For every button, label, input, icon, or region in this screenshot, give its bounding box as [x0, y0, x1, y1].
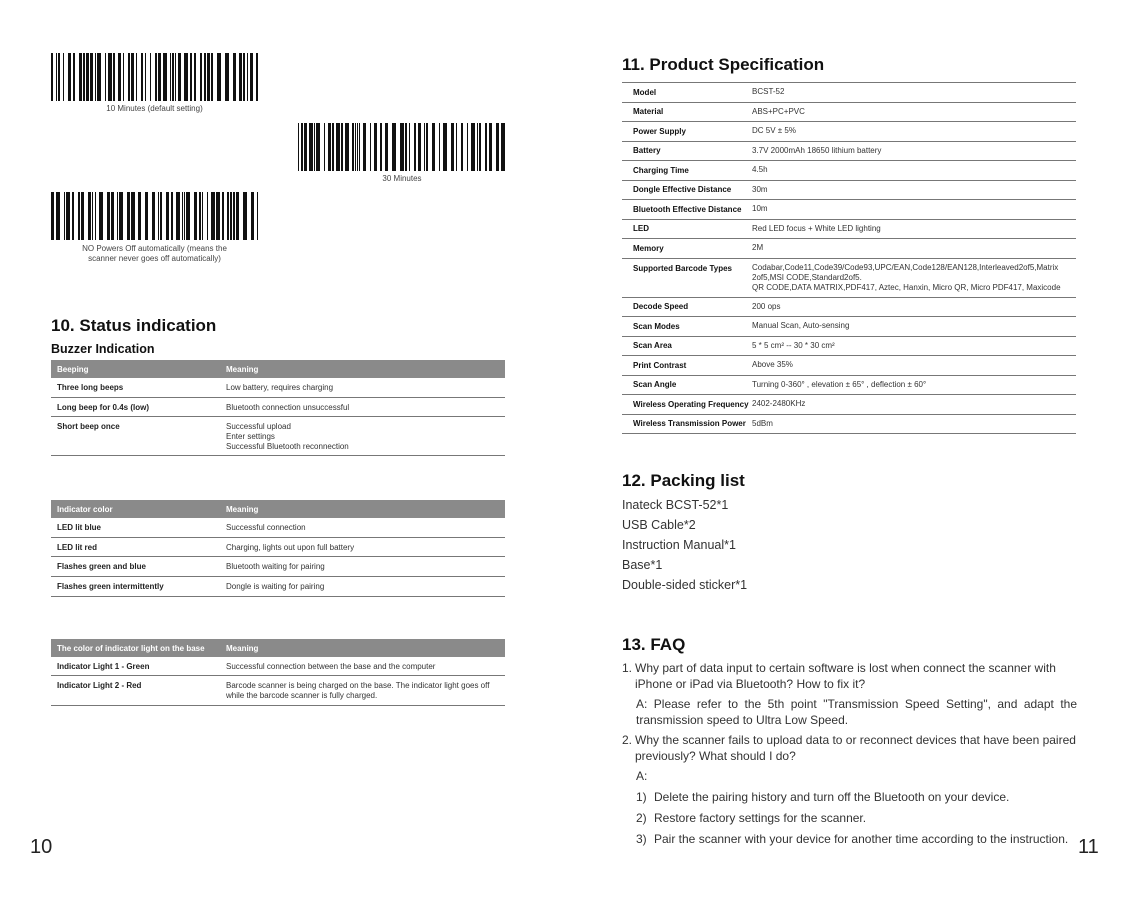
faq-question-text: Why part of data input to certain software is lost when connect the scanner with iPhone or iPad via Bluetooth? How to fix it? — [635, 661, 1056, 691]
barcode-bar — [304, 123, 307, 171]
faq-step-number: 1) — [636, 790, 647, 804]
barcode-bar — [363, 123, 366, 171]
barcode-bar — [86, 53, 89, 101]
spec-value: 2M — [752, 243, 764, 253]
table-cell-key: Indicator Light 1 - Green — [57, 662, 150, 671]
spec-value: 3.7V 2000mAh 18650 lithium battery — [752, 145, 882, 155]
list-item: Instruction Manual*1 — [622, 538, 736, 552]
faq-question-number: 1. — [622, 661, 633, 675]
barcode-bar — [461, 123, 463, 171]
barcode-bar — [118, 53, 121, 101]
spec-key: LED — [633, 224, 649, 234]
spec-value: 2402-2480KHz — [752, 399, 806, 409]
table-cell-value — [220, 657, 505, 672]
table-cell-key: LED lit red — [57, 543, 98, 552]
barcode-bar — [175, 53, 176, 101]
barcode-bar — [131, 53, 134, 101]
barcode-bar — [370, 123, 371, 171]
barcode-bar — [81, 192, 84, 240]
barcode-bar — [186, 192, 190, 240]
spec-value: 200 ops — [752, 301, 781, 311]
indicator-header-color: Indicator color — [57, 504, 113, 514]
faq-question-text: Why the scanner fails to upload data to or reconnect devices that have been paired previously? What should I do? — [635, 733, 1076, 763]
faq-step — [622, 789, 1077, 805]
barcode-bar — [178, 53, 181, 101]
barcode-bar — [131, 192, 135, 240]
barcode-bar — [204, 53, 206, 101]
barcode-bar — [243, 192, 247, 240]
faq-question-1 — [622, 660, 1077, 692]
table-cell-value — [220, 676, 505, 701]
barcode-30-minutes — [298, 123, 506, 171]
barcode-bar — [418, 123, 421, 171]
table-row — [622, 239, 1076, 259]
barcode-bar — [190, 53, 192, 101]
spec-value-line: QR CODE,DATA MATRIX,PDF417, Aztec, Hanxin, Micro QR, Micro PDF417, Maxicode — [752, 282, 1061, 292]
barcode-bar — [216, 192, 220, 240]
barcode-bar — [496, 123, 499, 171]
barcode-bar — [432, 123, 435, 171]
barcode-bar — [119, 192, 123, 240]
barcode-bar — [72, 192, 74, 240]
faq-answer-1: A: Please refer to the 5th point "Transmission Speed Setting", and adapt the transmission speed to Ultra Low Speed. — [636, 697, 1077, 727]
spec-value: DC 5V ± 5% — [752, 126, 796, 136]
spec-value: 5 * 5 cm² -- 30 * 30 cm² — [752, 340, 835, 350]
faq-title: 13. FAQ — [622, 635, 686, 654]
table-row — [51, 378, 505, 398]
barcode-bar — [145, 53, 146, 101]
barcode-bar — [357, 123, 358, 171]
barcode-bar — [225, 53, 229, 101]
table-row — [51, 538, 505, 557]
barcode-bar — [345, 123, 349, 171]
list-item: USB Cable*2 — [622, 518, 696, 532]
barcode-bar — [170, 53, 171, 101]
barcode-bar — [243, 53, 245, 101]
table-cell-value — [220, 398, 505, 413]
barcode-bar — [352, 123, 354, 171]
table-cell-line: Successful upload — [226, 422, 291, 431]
barcode-bar — [58, 53, 60, 101]
barcode-bar — [56, 192, 60, 240]
table-cell-key: Long beep for 0.4s (low) — [57, 403, 150, 412]
table-cell-line: Dongle is waiting for pairing — [226, 582, 325, 591]
barcode-bar — [426, 123, 428, 171]
table-cell-line: Successful Bluetooth reconnection — [226, 442, 349, 451]
barcode-bar — [477, 123, 478, 171]
barcode-bar — [211, 53, 213, 101]
table-cell-line: Successful connection between the base and the computer — [226, 662, 436, 671]
buzzer-table — [51, 360, 505, 456]
barcode-bar — [341, 123, 343, 171]
table-cell-key: LED lit blue — [57, 523, 101, 532]
table-row — [51, 676, 505, 706]
barcode-bar — [405, 123, 407, 171]
barcode-bar — [184, 53, 188, 101]
table-cell-value — [220, 518, 505, 533]
barcode-caption-line: NO Powers Off automatically (means the — [82, 244, 227, 253]
barcode-bar — [95, 192, 96, 240]
spec-value: 5dBm — [752, 418, 773, 428]
table-cell-key: Indicator Light 2 - Red — [57, 681, 142, 690]
page-number-left: 10 — [30, 836, 53, 858]
product-specification-title: 11. Product Specification — [622, 55, 825, 74]
barcode-bar — [66, 192, 70, 240]
table-row — [622, 317, 1076, 337]
spec-value: Above 35% — [752, 360, 793, 370]
spec-key: Wireless Transmission Power — [633, 419, 746, 429]
table-cell-value — [220, 577, 505, 592]
barcode-bar — [202, 192, 203, 240]
table-cell-line: Successful connection — [226, 523, 306, 532]
spec-value: Red LED focus + White LED lighting — [752, 223, 881, 233]
spec-table — [622, 82, 1076, 434]
list-item: Base*1 — [622, 558, 663, 572]
barcode-caption-no-power-off — [51, 244, 258, 263]
buzzer-indication-title: Buzzer Indication — [51, 342, 155, 356]
barcode-bar — [359, 123, 360, 171]
barcode-bar — [123, 53, 124, 101]
barcode-bar — [256, 53, 258, 101]
spec-key: Scan Angle — [633, 380, 677, 390]
spec-value: Turning 0-360° , elevation ± 65° , deflection ± 60° — [752, 379, 927, 389]
faq-question-number: 2. — [622, 733, 633, 747]
table-row — [622, 103, 1076, 123]
table-cell-line: Bluetooth connection unsuccessful — [226, 403, 350, 412]
faq-step — [622, 831, 1077, 847]
table-row — [51, 398, 505, 417]
barcode-bar — [107, 192, 110, 240]
spec-key: Dongle Effective Distance — [633, 185, 732, 195]
barcode-caption-10-minutes: 10 Minutes (default setting) — [106, 104, 203, 113]
table-cell-line: Bluetooth waiting for pairing — [226, 562, 325, 571]
barcode-bar — [88, 192, 91, 240]
table-cell-key: Three long beeps — [57, 383, 124, 392]
barcode-bar — [51, 53, 53, 101]
indicator-header-meaning: Meaning — [226, 504, 259, 514]
barcode-bar — [247, 53, 248, 101]
barcode-bar — [385, 123, 388, 171]
barcode-bar — [145, 192, 148, 240]
spec-value: BCST-52 — [752, 87, 785, 97]
indicator-table — [51, 500, 505, 597]
table-row — [622, 122, 1076, 142]
barcode-caption-line: scanner never goes off automatically) — [88, 253, 221, 263]
barcode-bar — [332, 123, 334, 171]
barcode-bar — [56, 53, 57, 101]
base-header-color: The color of indicator light on the base — [57, 643, 205, 653]
list-item: Inateck BCST-52*1 — [622, 498, 729, 512]
spec-key: Supported Barcode Types — [633, 263, 732, 273]
table-cell-key: Short beep once — [57, 422, 120, 431]
table-cell-line: Enter settings — [226, 432, 275, 441]
indicator-table-header — [51, 500, 505, 518]
table-row — [622, 259, 1076, 298]
barcode-bar — [136, 53, 137, 101]
barcode-bar — [230, 192, 232, 240]
barcode-bar — [233, 192, 235, 240]
barcode-bar — [63, 53, 64, 101]
table-cell-value — [220, 557, 505, 572]
table-row — [622, 337, 1076, 357]
faq-step — [622, 810, 1077, 826]
barcode-bar — [400, 123, 404, 171]
barcode-bar — [485, 123, 487, 171]
barcode-bar — [314, 123, 315, 171]
barcode-bar — [479, 123, 481, 171]
barcode-bar — [128, 53, 130, 101]
spec-value: 10m — [752, 204, 768, 214]
barcode-bar — [233, 53, 236, 101]
barcode-bar — [113, 53, 115, 101]
barcode-bar — [152, 192, 155, 240]
spec-key: Power Supply — [633, 126, 686, 136]
barcode-bar — [105, 53, 106, 101]
barcode-bar — [182, 192, 183, 240]
base-header-meaning: Meaning — [226, 643, 259, 653]
barcode-bar — [211, 192, 215, 240]
barcode-bar — [155, 53, 157, 101]
barcode-bar — [199, 192, 201, 240]
barcode-no-power-off — [51, 192, 258, 240]
spec-key: Wireless Operating Frequency — [633, 399, 749, 409]
barcode-bar — [99, 192, 103, 240]
barcode-bar — [424, 123, 425, 171]
barcode-bar — [92, 192, 93, 240]
spec-key: Bluetooth Effective Distance — [633, 204, 742, 214]
barcode-bar — [158, 192, 159, 240]
base-indicator-table-header — [51, 639, 505, 657]
barcode-bar — [439, 123, 440, 171]
barcode-bar — [176, 192, 180, 240]
barcode-bar — [392, 123, 396, 171]
table-row — [51, 657, 505, 676]
barcode-bar — [68, 53, 71, 101]
barcode-bar — [51, 192, 54, 240]
barcode-bar — [108, 53, 112, 101]
spec-key: Scan Modes — [633, 321, 680, 331]
barcode-bar — [250, 53, 253, 101]
barcode-bar — [451, 123, 454, 171]
barcode-bar — [414, 123, 416, 171]
table-cell-value — [220, 378, 505, 393]
spec-value: 4.5h — [752, 165, 768, 175]
barcode-bar — [117, 192, 118, 240]
barcode-bar — [141, 53, 143, 101]
spec-value-line: Codabar,Code11,Code39/Code93,UPC/EAN,Code128/EAN128,Interleaved2of5,Matrix — [752, 262, 1059, 272]
barcode-bar — [239, 53, 242, 101]
status-indication-title: 10. Status indication — [51, 316, 217, 335]
barcode-bar — [409, 123, 410, 171]
table-row — [51, 518, 505, 538]
spec-value: ABS+PC+PVC — [752, 106, 805, 116]
faq-step-text: Restore factory settings for the scanner. — [654, 811, 867, 825]
table-cell-value — [220, 417, 505, 452]
barcode-bar — [236, 192, 239, 240]
table-cell-line: while the barcode scanner is fully charged. — [226, 691, 378, 700]
table-cell-line: Charging, lights out upon full battery — [226, 543, 355, 552]
packing-list-title: 12. Packing list — [622, 471, 745, 490]
buzzer-header-meaning: Meaning — [226, 364, 259, 374]
barcode-bar — [184, 192, 185, 240]
barcode-bar — [489, 123, 492, 171]
table-row — [622, 395, 1076, 415]
barcode-bar — [336, 123, 340, 171]
barcode-bar — [456, 123, 457, 171]
table-cell-line: Barcode scanner is being charged on the base. The indicator light goes off — [226, 681, 490, 690]
list-item: Double-sided sticker*1 — [622, 578, 748, 592]
barcode-bar — [200, 53, 202, 101]
barcode-bar — [207, 53, 210, 101]
table-row — [622, 83, 1076, 103]
barcode-bar — [501, 123, 505, 171]
barcode-bar — [150, 53, 151, 101]
barcode-bar — [127, 192, 130, 240]
spec-value-line: 2of5,MSI CODE,Standard2of5. — [752, 272, 862, 282]
barcode-bar — [217, 53, 221, 101]
barcode-bar — [97, 53, 101, 101]
barcode-bar — [380, 123, 382, 171]
spec-value — [752, 259, 1076, 293]
table-row — [51, 577, 505, 597]
barcode-bar — [78, 192, 80, 240]
spec-value: 30m — [752, 184, 768, 194]
barcode-bar — [328, 123, 331, 171]
base-indicator-table — [51, 639, 505, 706]
barcode-bar — [227, 192, 229, 240]
faq-step-number: 2) — [636, 811, 647, 825]
barcode-bar — [166, 192, 169, 240]
spec-key: Charging Time — [633, 165, 689, 175]
table-row — [622, 376, 1076, 396]
barcode-bar — [374, 123, 377, 171]
table-row — [622, 161, 1076, 181]
barcode-bar — [467, 123, 468, 171]
barcode-bar — [171, 192, 173, 240]
barcode-bar — [257, 192, 258, 240]
spec-key: Decode Speed — [633, 302, 689, 312]
barcode-bar — [160, 192, 162, 240]
barcode-bar — [251, 192, 254, 240]
barcode-bar — [111, 192, 114, 240]
table-row — [622, 356, 1076, 376]
table-row — [622, 181, 1076, 201]
barcode-bar — [79, 53, 82, 101]
barcode-bar — [158, 53, 161, 101]
faq-question-2 — [622, 732, 1077, 764]
buzzer-header-beeping: Beeping — [57, 364, 89, 374]
barcode-bar — [194, 53, 196, 101]
barcode-bar — [73, 53, 75, 101]
table-row — [51, 417, 505, 456]
barcode-bar — [301, 123, 303, 171]
barcode-bar — [316, 123, 320, 171]
table-cell-key: Flashes green intermittently — [57, 582, 164, 591]
barcode-bar — [443, 123, 447, 171]
page-number-right: 11 — [1078, 836, 1099, 858]
table-row — [622, 200, 1076, 220]
faq-step-number: 3) — [636, 832, 647, 846]
table-cell-line: Low battery, requires charging — [226, 383, 334, 392]
spec-key: Material — [633, 107, 664, 117]
table-cell-value — [220, 538, 505, 553]
barcode-bar — [194, 192, 197, 240]
barcode-bar — [309, 123, 313, 171]
packing-list — [622, 495, 747, 595]
barcode-bar — [95, 53, 96, 101]
barcode-bar — [207, 192, 208, 240]
spec-key: Memory — [633, 243, 664, 253]
faq-step-text: Delete the pairing history and turn off the Bluetooth on your device. — [654, 790, 1010, 804]
table-cell-key: Flashes green and blue — [57, 562, 146, 571]
barcode-10-minutes — [51, 53, 258, 101]
spec-key: Scan Area — [633, 341, 672, 351]
barcode-bar — [83, 53, 85, 101]
table-row — [51, 557, 505, 577]
barcode-bar — [172, 53, 174, 101]
barcode-bar — [64, 192, 65, 240]
buzzer-table-header — [51, 360, 505, 378]
table-row — [622, 220, 1076, 240]
spec-key: Print Contrast — [633, 360, 687, 370]
barcode-bar — [138, 192, 141, 240]
table-row — [622, 298, 1076, 318]
barcode-bar — [324, 123, 325, 171]
faq-step-text: Pair the scanner with your device for another time according to the instruction. — [654, 832, 1069, 846]
barcode-bar — [90, 53, 93, 101]
barcode-bar — [471, 123, 475, 171]
table-row — [622, 142, 1076, 162]
barcode-caption-30-minutes: 30 Minutes — [382, 174, 422, 183]
faq-answer-2: A: — [636, 769, 648, 783]
barcode-bar — [222, 192, 224, 240]
barcode-bar — [163, 53, 167, 101]
spec-value: Manual Scan, Auto-sensing — [752, 321, 850, 331]
spec-key: Battery — [633, 146, 661, 156]
faq-section — [622, 660, 1077, 847]
barcode-bar — [298, 123, 299, 171]
barcode-bar — [355, 123, 356, 171]
spec-key: Model — [633, 87, 657, 97]
table-row — [622, 415, 1076, 435]
